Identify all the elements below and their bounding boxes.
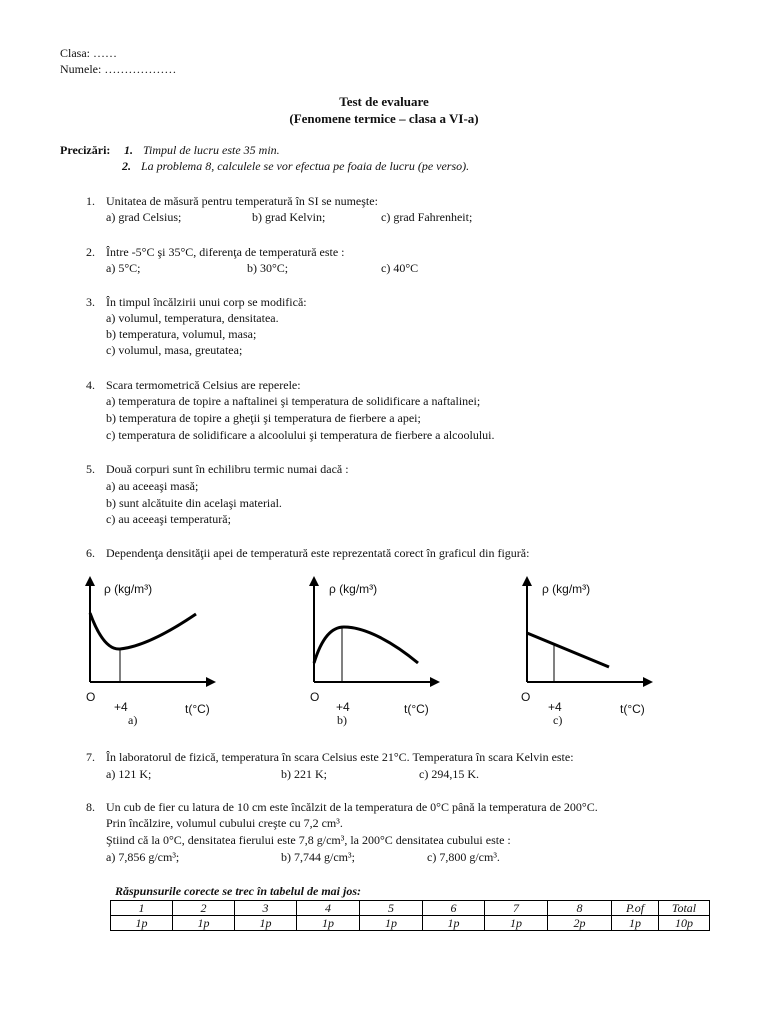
answers-header-cell: 7 [485, 901, 548, 916]
answers-points-cell: 1p [235, 916, 297, 931]
answers-header-cell: 6 [423, 901, 485, 916]
q6-text: Dependenţa densităţii apei de temperatură este reprezentată corect în graficul din figură: [106, 546, 530, 560]
q1-text: Unitatea de măsură pentru temperatură în SI se numeşte: [106, 194, 378, 208]
q8-line-2: Prin încălzire, volumul cubului creşte cu 7,2 cm³. [106, 816, 343, 830]
graph-a-x-label: t(°C) [185, 702, 210, 716]
answers-header-cell: 2 [173, 901, 235, 916]
answers-points-row [111, 916, 710, 931]
q8-option-c: c) 7,800 g/cm³. [427, 850, 500, 864]
answers-header-cell: P.of [612, 901, 659, 916]
graph-a-tick: +4 [114, 700, 128, 714]
answers-points-cell: 1p [173, 916, 235, 931]
q2-number: 2. [86, 245, 95, 259]
graph-b-origin: O [310, 690, 320, 704]
precizare-2-text: La problema 8, calculele se vor efectua pe foaia de lucru (pe verso). [141, 159, 470, 173]
name-line: Numele: ……………… [60, 62, 177, 76]
answers-table [110, 900, 710, 931]
answers-points-cell: 1p [485, 916, 548, 931]
q3-option-c: c) volumul, masa, greutatea; [106, 343, 243, 357]
precizare-2-number: 2. [122, 159, 131, 173]
graph-b-tick: +4 [336, 700, 350, 714]
q8-option-b: b) 7,744 g/cm³; [281, 850, 355, 864]
answers-header-cell: 3 [235, 901, 297, 916]
answers-header-cell: 8 [548, 901, 612, 916]
precizari-label: Precizări: [60, 143, 111, 157]
precizare-1-number: 1. [124, 143, 133, 157]
graph-c-line [527, 633, 609, 667]
answers-header-cell: Total [659, 901, 710, 916]
answers-caption: Răspunsurile corecte se trec în tabelul de mai jos: [115, 884, 361, 898]
q8-number: 8. [86, 800, 95, 814]
q7-text: În laboratorul de fizică, temperatura în scara Celsius este 21°C. Temperatura în scara Kelvin este: [106, 750, 574, 764]
q4-option-b: b) temperatura de topire a gheţii şi temperatura de fierbere a apei; [106, 411, 421, 425]
q5-option-b: b) sunt alcătuite din acelaşi material. [106, 496, 282, 510]
graph-c-x-label: t(°C) [620, 702, 645, 716]
answers-header-cell: 5 [360, 901, 423, 916]
q7-option-a: a) 121 K; [106, 767, 152, 781]
graph-b-y-label: ρ (kg/m³) [329, 582, 378, 596]
q1-option-b: b) grad Kelvin; [252, 210, 326, 224]
class-line: Clasa: …… [60, 46, 117, 60]
answers-points-cell: 1p [423, 916, 485, 931]
answers-points-cell: 10p [659, 916, 710, 931]
precizare-1-text: Timpul de lucru este 35 min. [143, 143, 280, 157]
answers-points-cell: 1p [360, 916, 423, 931]
q1-option-c: c) grad Fahrenheit; [381, 210, 473, 224]
q1-number: 1. [86, 194, 95, 208]
answers-header-cell: 1 [111, 901, 173, 916]
graph-a-label: a) [128, 713, 138, 727]
q2-option-b: b) 30°C; [247, 261, 289, 275]
test-subtitle: (Fenomene termice – clasa a VI-a) [289, 111, 479, 126]
q7-option-b: b) 221 K; [281, 767, 327, 781]
q2-text: Între -5°C şi 35°C, diferenţa de temperatură este : [106, 245, 345, 259]
graph-c-y-label: ρ (kg/m³) [542, 582, 591, 596]
q5-option-c: c) au aceeaşi temperatură; [106, 512, 231, 526]
q5-number: 5. [86, 462, 95, 476]
test-title: Test de evaluare [339, 94, 429, 109]
answers-header-row [111, 901, 710, 916]
q4-text: Scara termometrică Celsius are reperele: [106, 378, 301, 392]
graph-c-origin: O [521, 690, 531, 704]
q3-option-a: a) volumul, temperatura, densitatea. [106, 311, 279, 325]
q5-text: Două corpuri sunt în echilibru termic numai dacă : [106, 462, 349, 476]
graph-b-curve [314, 627, 418, 663]
q5-option-a: a) au aceeaşi masă; [106, 479, 199, 493]
q3-text: În timpul încălzirii unui corp se modifică: [106, 295, 307, 309]
q8-line-3: Ştiind că la 0°C, densitatea fierului este 7,8 g/cm³, la 200°C densitatea cubului este : [106, 833, 511, 847]
answers-header-cell: 4 [297, 901, 360, 916]
q4-option-c: c) temperatura de solidificare a alcoolului şi temperatura de fierbere a alcoolului. [106, 428, 495, 442]
answers-points-cell: 1p [111, 916, 173, 931]
q7-number: 7. [86, 750, 95, 764]
q8-option-a: a) 7,856 g/cm³; [106, 850, 180, 864]
graph-b-x-label: t(°C) [404, 702, 429, 716]
q2-option-c: c) 40°C [381, 261, 419, 275]
graph-a-origin: O [86, 690, 96, 704]
q6-number: 6. [86, 546, 95, 560]
graph-a-curve [90, 613, 196, 649]
graph-c-label: c) [553, 713, 563, 727]
answers-points-cell: 1p [297, 916, 360, 931]
q2-option-a: a) 5°C; [106, 261, 141, 275]
answers-points-cell: 2p [548, 916, 612, 931]
graph-a-y-label: ρ (kg/m³) [104, 582, 153, 596]
graph-b-label: b) [337, 713, 347, 727]
answers-points-cell: 1p [612, 916, 659, 931]
q3-number: 3. [86, 295, 95, 309]
q3-option-b: b) temperatura, volumul, masa; [106, 327, 257, 341]
q4-option-a: a) temperatura de topire a naftalinei şi temperatura de solidificare a naftalinei; [106, 394, 481, 408]
q8-line-1: Un cub de fier cu latura de 10 cm este încălzit de la temperatura de 0°C până la temperatura de 200°C. [106, 800, 598, 814]
q1-option-a: a) grad Celsius; [106, 210, 182, 224]
graph-c-tick: +4 [548, 700, 562, 714]
q4-number: 4. [86, 378, 95, 392]
q7-option-c: c) 294,15 K. [419, 767, 479, 781]
